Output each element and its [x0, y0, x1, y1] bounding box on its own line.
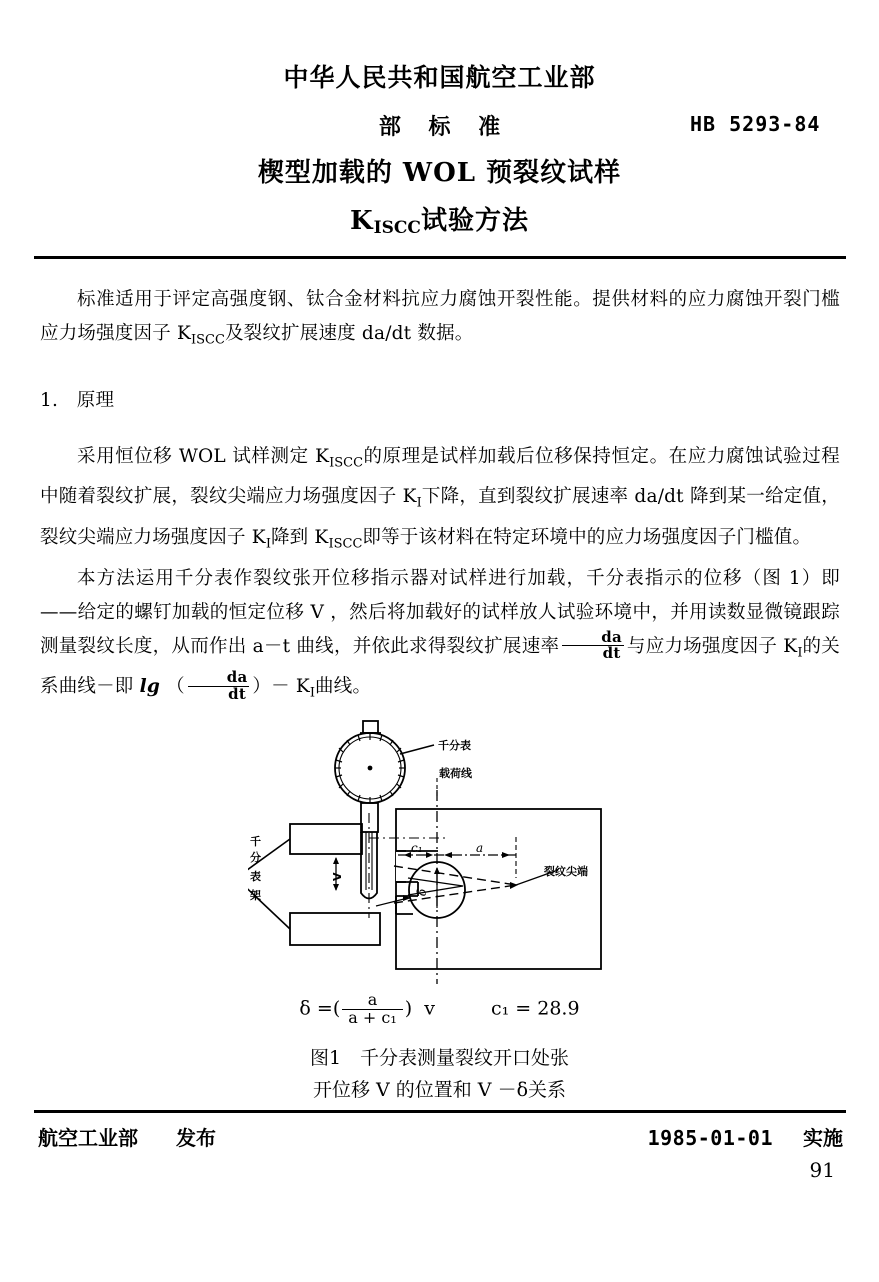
footer-effective-date: 1985-01-01: [647, 1126, 773, 1150]
principle2-text-2: 与应力场强度因子 K: [626, 635, 798, 657]
principle2-sub-2: I: [309, 686, 316, 702]
formula-constant: c₁ = 28.9: [491, 997, 580, 1020]
scope-text-part2: 及裂纹扩展速度 da/dt 数据。: [224, 323, 474, 344]
formula-inner: [299, 992, 579, 1027]
issuing-organization: 中华人民共和国航空工业部: [283, 63, 596, 92]
figure-caption: [0, 1042, 879, 1106]
title-k-subscript: ISCC: [373, 218, 421, 238]
dial-gauge-center: [368, 766, 373, 771]
principle-text-2: 的原理是试样加载后位移保持恒定。在应力腐蚀试验过程中随着裂纹扩展，裂纹尖端应力场强度因子 K: [40, 445, 840, 508]
dadt-fraction: [562, 627, 624, 663]
dial-gauge-label: 千分表: [438, 739, 471, 752]
principle-sub-1: ISCC: [329, 455, 364, 471]
document-title-line-1: 楔型加载的 WOL 预裂纹试样: [257, 158, 622, 188]
principle2-text-3: 的关系曲线－即: [40, 635, 841, 698]
load-line-label: 载荷线: [439, 767, 472, 780]
footer-effective-group: [648, 1122, 843, 1151]
section-1-heading: 1. 原理: [40, 389, 115, 411]
formula-denominator: a + c₁: [342, 1009, 403, 1027]
dadt-denominator: dt: [562, 645, 624, 662]
figure-caption-line-2: 开位移 V 的位置和 V －δ关系: [312, 1079, 567, 1101]
formula-close-paren: ): [404, 997, 413, 1020]
principle-text-1: 采用恒位移 WOL 试样测定 K: [77, 445, 330, 467]
crack-tip-label: 裂纹尖端: [544, 865, 588, 878]
standard-type-label: 部 标 准: [378, 115, 511, 140]
principle2-open-paren: （: [166, 676, 185, 698]
principle-text-4: 降到 K: [270, 527, 329, 549]
dadt-numerator: da: [601, 627, 622, 646]
formula-fraction: [342, 992, 403, 1027]
principle-sub-4: ISCC: [328, 536, 363, 552]
principle-sub-3: I: [265, 536, 271, 552]
principle-paragraph-2: [40, 562, 840, 711]
footer-divider-rule: [34, 1110, 846, 1113]
footer-issuer: 航空工业部: [38, 1126, 138, 1150]
page-number: 91: [809, 1158, 835, 1182]
principle-text-3: 下降，直到裂纹扩展速率 da/dt 降到某一给定值，裂纹尖端应力场强度因子 K: [40, 486, 840, 549]
principle2-text-5: 曲线。: [315, 676, 372, 698]
title-k-symbol: K: [350, 206, 374, 236]
gauge-holder-upper-clamp: [290, 824, 362, 854]
header-divider-rule: [34, 256, 846, 259]
principle-text-5: 即等于该材料在特定环境中的应力场强度因子门槛值。: [362, 527, 812, 549]
footer-issue-verb: 发布: [176, 1126, 216, 1150]
principle2-text-4: ）－ K: [252, 676, 310, 698]
figure-formula: [0, 992, 879, 1027]
dadt-fraction-2: [188, 670, 250, 702]
c1-dimension-label: c₁: [411, 841, 423, 855]
formula-numerator: a: [367, 990, 378, 1009]
figure-caption-line-1: 图1 千分表测量裂纹开口处张: [309, 1047, 570, 1069]
delta-label: δ: [415, 888, 429, 896]
lg-operator: lg: [139, 676, 160, 698]
formula-v-variable: v: [424, 997, 435, 1020]
gauge-holder-label: [250, 834, 261, 902]
formula-open-paren: (: [332, 997, 341, 1020]
svg-text:千: 千: [250, 835, 261, 848]
displacement-V-label: V: [331, 872, 344, 881]
document-title-line-2: [0, 200, 879, 237]
crack-length-a-label: a: [476, 841, 484, 855]
svg-text:架: 架: [250, 889, 261, 902]
scope-kiscc-subscript: ISCC: [191, 332, 225, 348]
scope-text-part1: 标准适用于评定高强度钢、钛合金材料抗应力腐蚀开裂性能。提供材料的应力腐蚀开裂门槛应力场强度因子 K: [40, 289, 840, 344]
svg-text:表: 表: [250, 870, 261, 883]
formula-lhs: δ =: [299, 997, 333, 1020]
principle2-text-1: 本方法运用千分表作裂纹张开位移指示器对试样进行加载，千分表指示的位移（图 1）即——给定的螺钉加载的恒定位移 V ，然后将加载好的试样放人试验环境中，并用读数显微镜跟踪测量裂纹长度，从而作出 a－t 曲线，并依此求得裂纹扩展速率: [40, 567, 840, 657]
title-method-text: 试验方法: [420, 206, 529, 236]
dadt2-denominator: dt: [188, 686, 250, 703]
principle2-sub-1: I: [797, 645, 803, 661]
dadt2-numerator: da: [226, 668, 248, 687]
figure-1-diagram: [248, 718, 668, 988]
dial-gauge-cap: [363, 721, 378, 733]
principle-sub-2: I: [416, 496, 422, 512]
gauge-holder-base: [290, 913, 380, 945]
svg-text:分: 分: [250, 851, 261, 864]
scope-paragraph: [40, 283, 840, 358]
body-text-area: [40, 283, 840, 711]
footer-issuer-group: [38, 1122, 216, 1151]
footer-effective-verb: 实施: [803, 1126, 843, 1150]
standard-code: HB 5293-84: [690, 112, 821, 136]
principle-paragraph-1: [40, 440, 840, 562]
